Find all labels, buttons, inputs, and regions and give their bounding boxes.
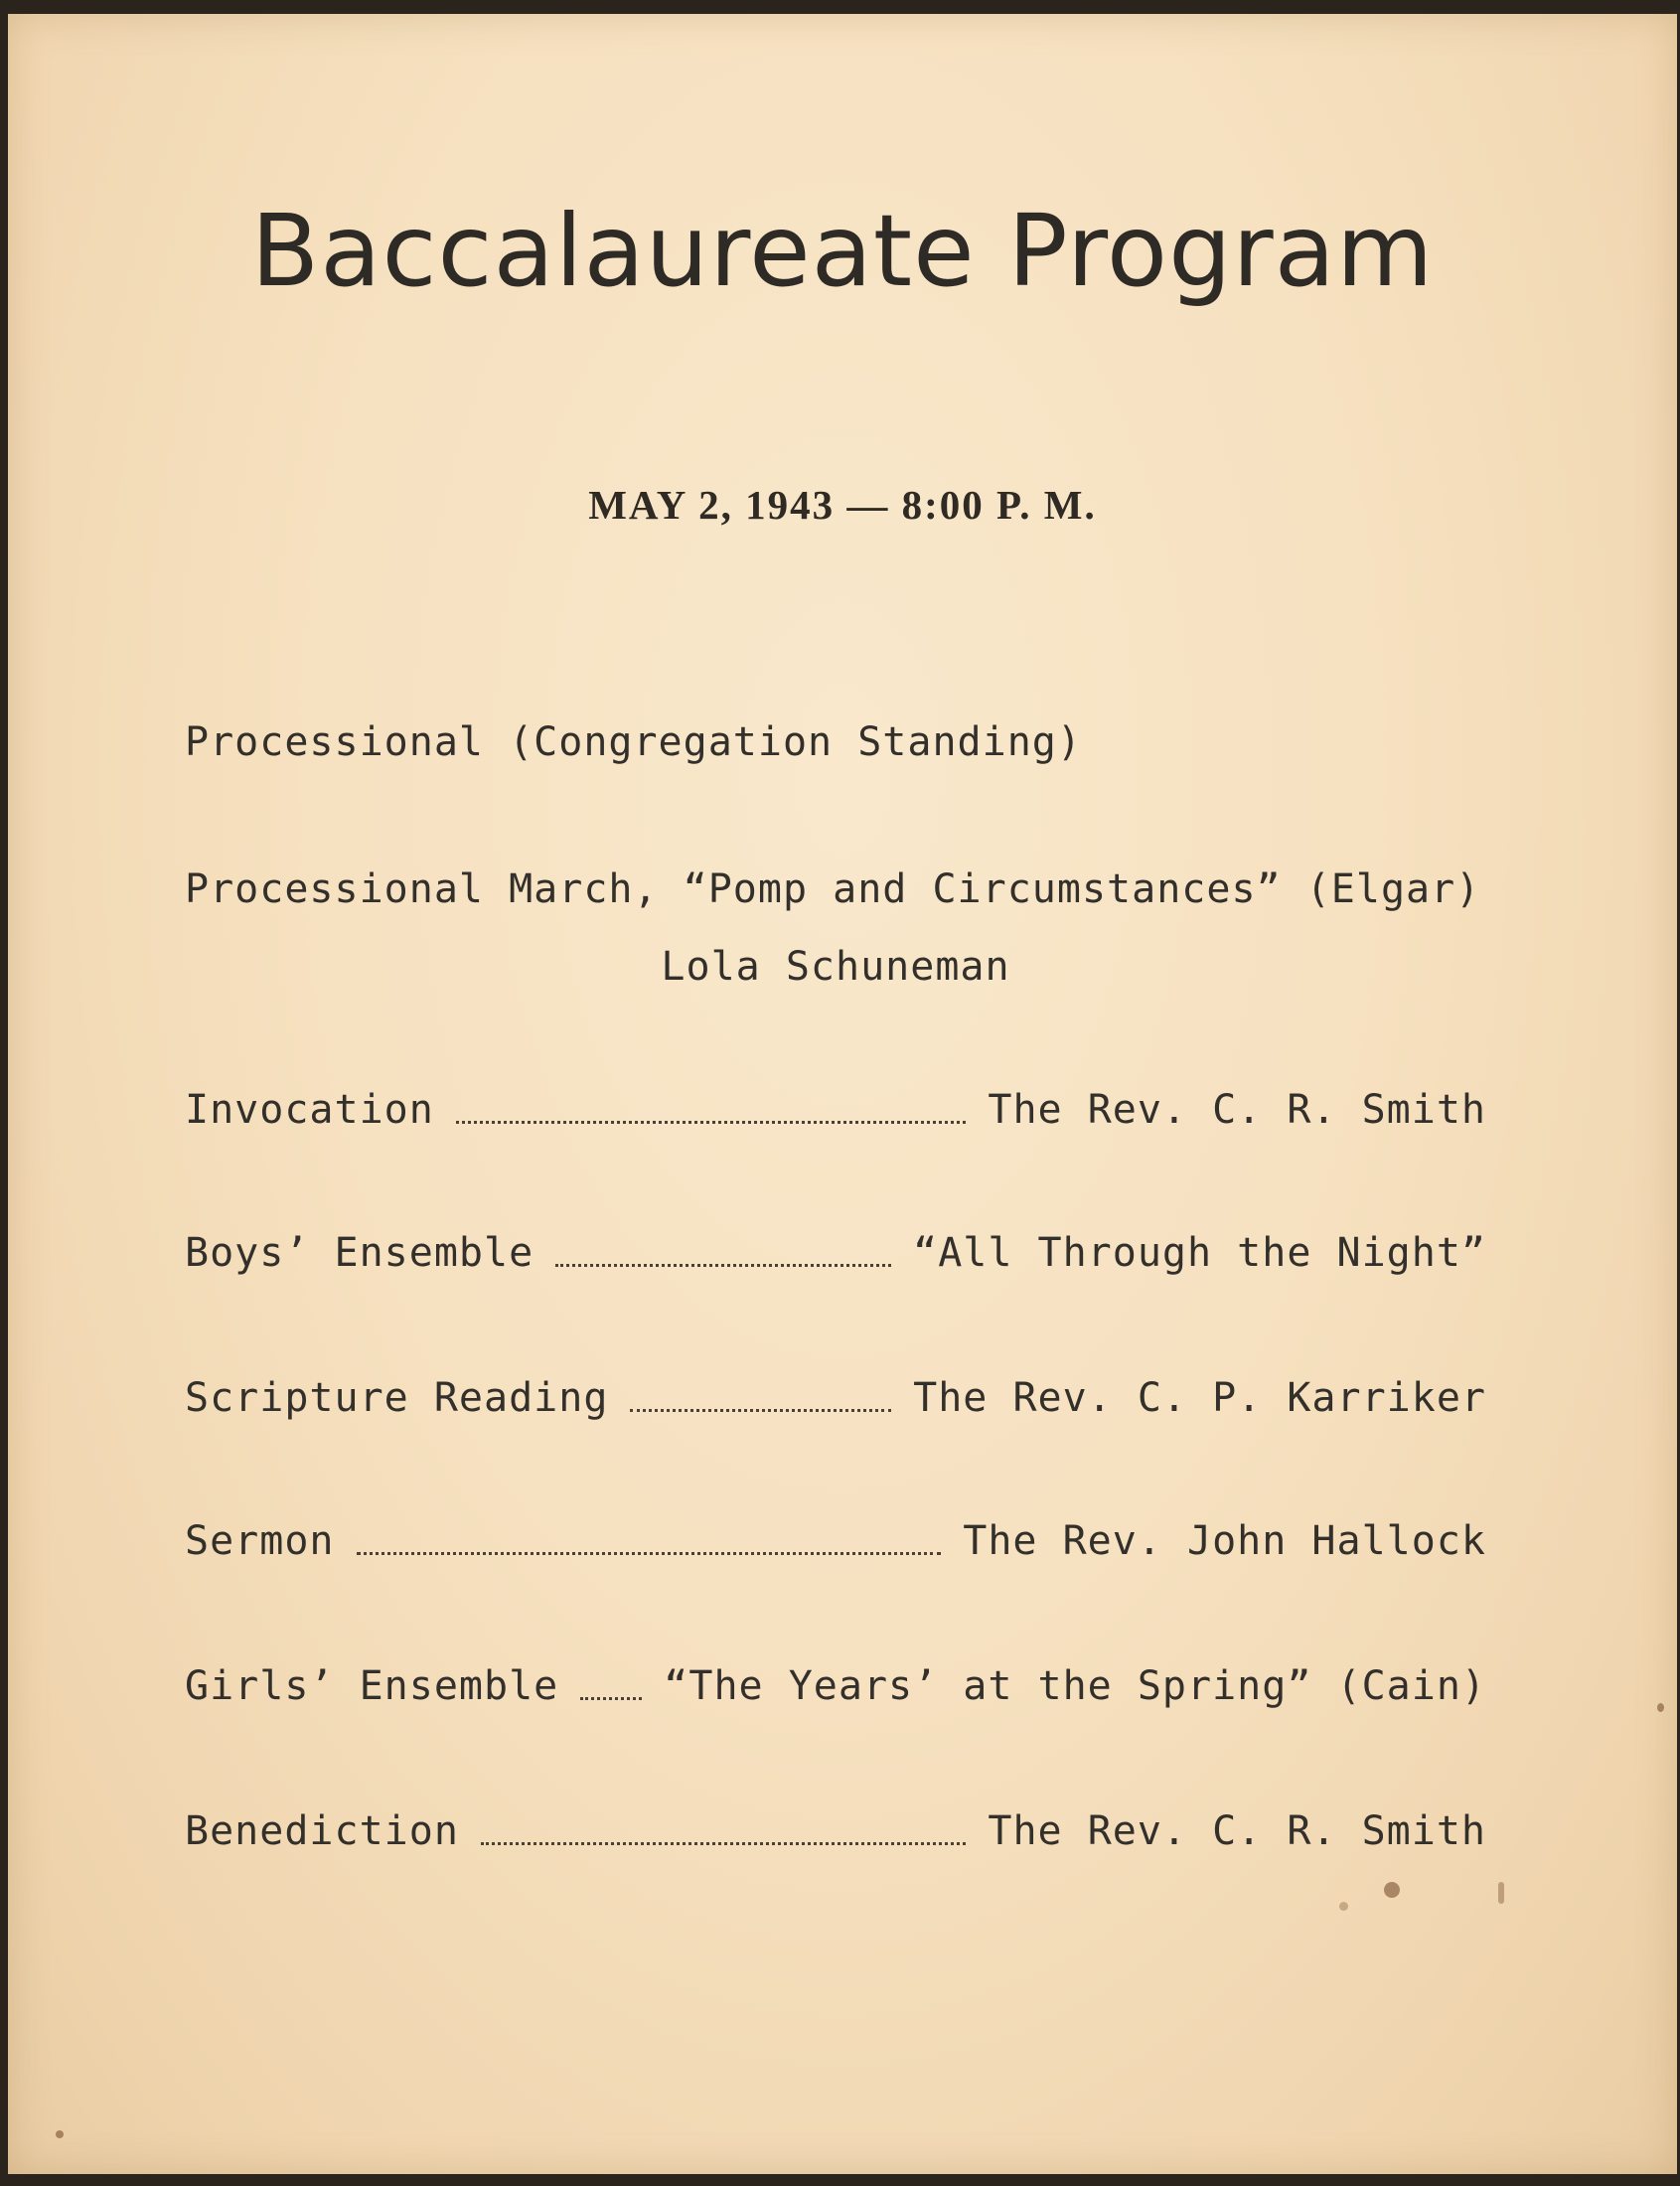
date-line: MAY 2, 1943 — 8:00 P. M. — [588, 482, 1097, 528]
item-value: “The Years’ at the Spring” (Cain) — [664, 1663, 1486, 1709]
item-label: Sermon — [185, 1518, 335, 1564]
item-label: Invocation — [185, 1087, 434, 1133]
paper-stain — [56, 2130, 64, 2138]
program-item — [185, 1375, 1486, 1425]
march-line: Processional March, “Pomp and Circumstances” (Elgar) — [185, 866, 1481, 912]
program-item — [185, 1808, 1486, 1858]
item-value: “All Through the Night” — [913, 1230, 1486, 1276]
program-page — [8, 14, 1677, 2174]
item-value: The Rev. C. P. Karriker — [913, 1375, 1486, 1421]
paper-stain — [1339, 1902, 1348, 1911]
dot-leader — [630, 1409, 891, 1412]
program-title: Baccalaureate Program — [250, 193, 1435, 309]
paper-stain — [1498, 1882, 1504, 1904]
item-label: Boys’ Ensemble — [185, 1230, 535, 1276]
processional-line: Processional (Congregation Standing) — [185, 719, 1082, 765]
dot-leader — [357, 1552, 942, 1555]
program-item — [185, 1663, 1486, 1713]
item-label: Scripture Reading — [185, 1375, 609, 1421]
paper-stain — [1384, 1882, 1400, 1898]
program-item — [185, 1087, 1486, 1137]
paper-stain — [1657, 1703, 1664, 1712]
item-label: Benediction — [185, 1808, 459, 1854]
program-item — [185, 1518, 1486, 1568]
program-item — [185, 1230, 1486, 1280]
dot-leader — [481, 1842, 966, 1845]
program-list — [185, 14, 1486, 2001]
item-label: Girls’ Ensemble — [185, 1663, 559, 1709]
item-value: The Rev. C. R. Smith — [988, 1087, 1486, 1133]
item-value: The Rev. John Hallock — [963, 1518, 1486, 1564]
march-performer: Lola Schuneman — [661, 944, 1010, 990]
dot-leader — [555, 1264, 891, 1267]
dot-leader — [580, 1697, 642, 1700]
dot-leader — [456, 1121, 967, 1124]
item-value: The Rev. C. R. Smith — [988, 1808, 1486, 1854]
